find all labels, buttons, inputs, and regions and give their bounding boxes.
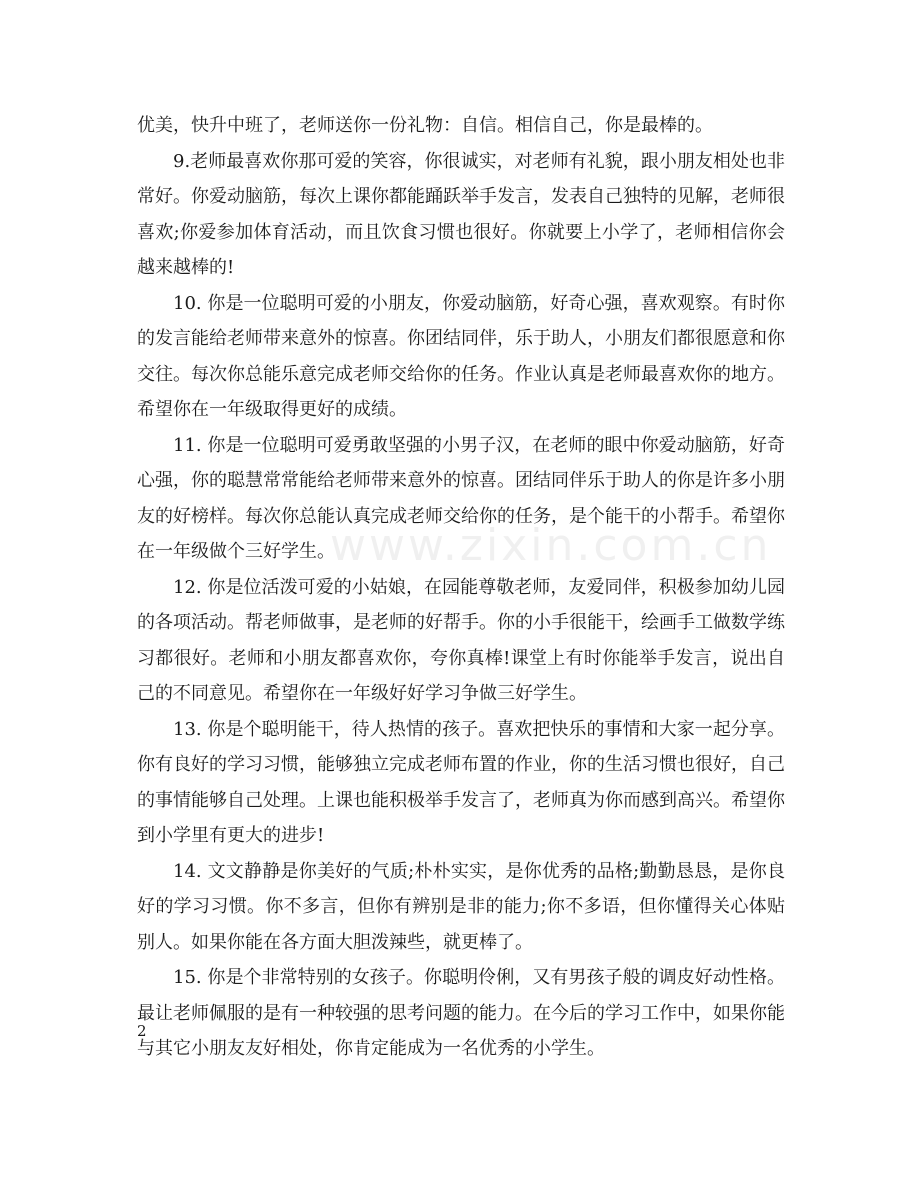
page-number: 2 [137, 1022, 147, 1040]
paragraph-item-13: 13. 你是个聪明能干，待人热情的孩子。喜欢把快乐的事情和大家一起分享。你有良好的学习习惯，能够独立完成老师布置的作业，你的生活习惯也很好，自己的事情能够自己处理。上课也能积极举手发言了，老师真为你而感到高兴。希望你到小学里有更大的进步! [137, 718, 785, 846]
paragraph-item-9: 9.老师最喜欢你那可爱的笑容，你很诚实，对老师有礼貌，跟小朋友相处也非常好。你爱动脑筋，每次上课你都能踊跃举手发言，发表自己独特的见解，老师很喜欢;你爱参加体育活动，而且饮食习惯也很好。你就要上小学了，老师相信你会越来越棒的! [137, 150, 785, 278]
watermark: www.zixin.com.cn [330, 520, 772, 571]
document-body [137, 108, 785, 1067]
paragraph-item-11: 11. 你是一位聪明可爱勇敢坚强的小男子汉，在老师的眼中你爱动脑筋，好奇心强，你的聪慧常常能给老师带来意外的惊喜。团结同伴乐于助人的你是许多小朋友的好榜样。每次你总能认真完成老师交给你的任务，是个能干的小帮手。希望你在一年级做个三好学生。 [137, 434, 785, 562]
paragraph-item-15: 15. 你是个非常特别的女孩子。你聪明伶俐，又有男孩子般的调皮好动性格。最让老师佩服的是有一种较强的思考问题的能力。在今后的学习工作中，如果你能与其它小朋友友好相处，你肯定能成为一名优秀的小学生。 [137, 967, 785, 1059]
paragraph-continuation: 优美，快升中班了，老师送你一份礼物：自信。相信自己，你是最棒的。 [137, 115, 713, 136]
paragraph-item-12: 12. 你是位活泼可爱的小姑娘，在园能尊敬老师，友爱同伴，积极参加幼儿园的各项活动。帮老师做事，是老师的好帮手。你的小手很能干，绘画手工做数学练习都很好。老师和小朋友都喜欢你，夸你真棒!课堂上有时你能举手发言，说出自己的不同意见。希望你在一年级好好学习争做三好学生。 [137, 576, 785, 704]
paragraph-item-10: 10. 你是一位聪明可爱的小朋友，你爱动脑筋，好奇心强，喜欢观察。有时你的发言能给老师带来意外的惊喜。你团结同伴，乐于助人，小朋友们都很愿意和你交往。每次你总能乐意完成老师交给你的任务。作业认真是老师最喜欢你的地方。希望你在一年级取得更好的成绩。 [137, 292, 785, 420]
paragraph-item-14: 14. 文文静静是你美好的气质;朴朴实实，是你优秀的品格;勤勤恳恳，是你良好的学习习惯。你不多言，但你有辨别是非的能力;你不多语，但你懂得关心体贴别人。如果你能在各方面大胆泼辣些，就更棒了。 [137, 860, 785, 953]
